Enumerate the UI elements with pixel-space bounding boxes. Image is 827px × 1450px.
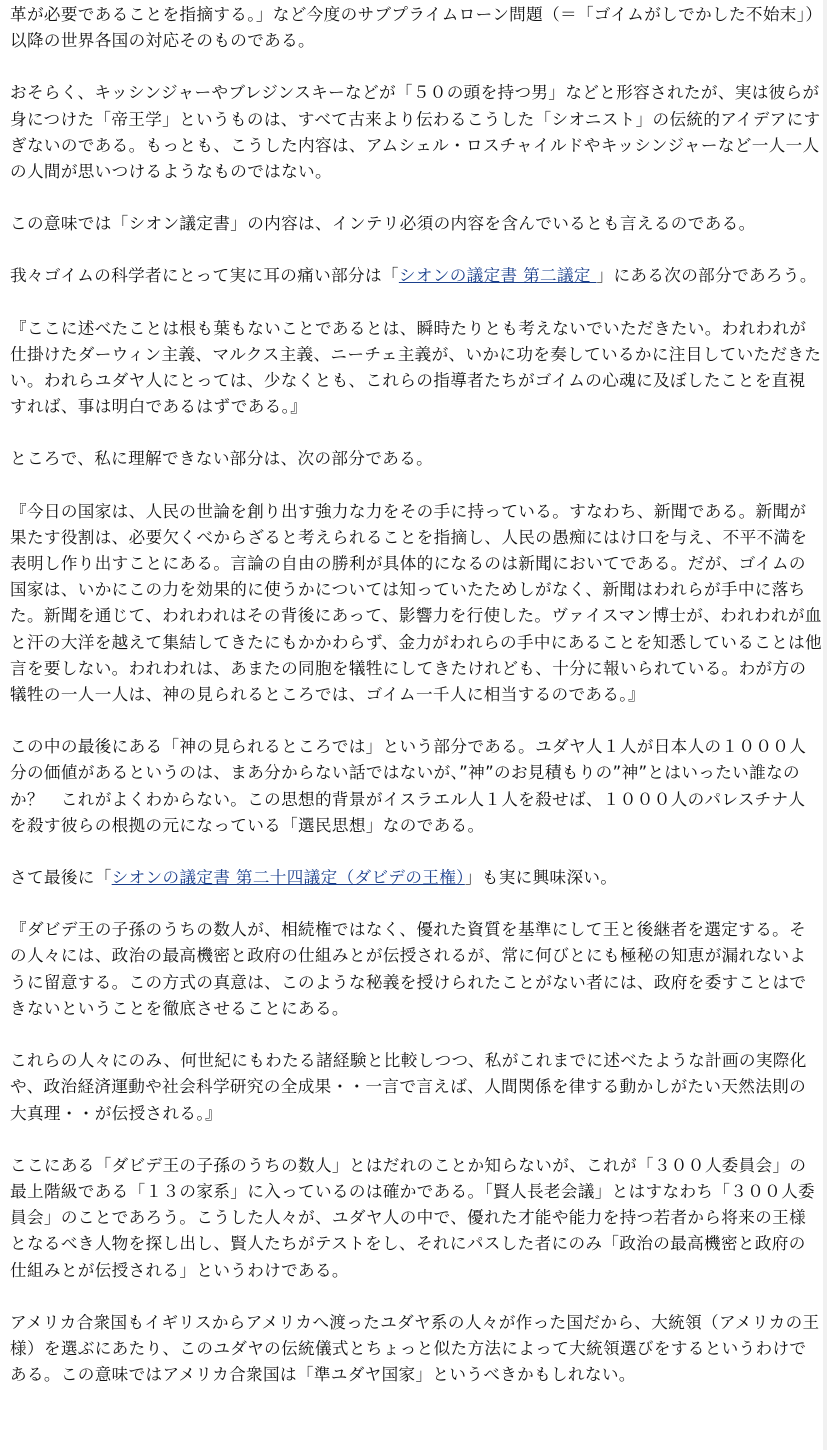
paragraph-text: さて最後に「 [10,868,112,888]
paragraph: この意味では「シオン議定書」の内容は、インテリ必須の内容を含んでいるとも言えるのである。 [10,214,756,234]
paragraph: この中の最後にある「神の見られるところでは」という部分である。ユダヤ人１人が日本人の１０００人分の価値があるというのは、まあ分からない話ではないが、”神”のお見積もりの”神”とはいったい誰なのか？ これがよくわからない。この思想的背景がイスラエル人１人を殺せば、１０００人のパレスチナ人を殺す彼らの根拠の元になっている「選民思想」なのである。 [10,737,807,835]
protocol-2-link[interactable]: シオンの議定書 第二議定 [398,266,597,286]
quote-paragraph: これらの人々にのみ、何世紀にもわたる諸経験と比較しつつ、私がこれまでに述べたような計画の実際化や、政治経済運動や社会科学研究の全成果・・一言で言えば、人間関係を律する動かしがたい天然法則の大真理・・が伝授される。』 [10,1051,807,1123]
quote-paragraph: 『今日の国家は、人民の世論を創り出す強力な力をその手に持っている。すなわち、新聞である。新聞が果たす役割は、必要欠くべからざると考えられることを指摘し、人民の愚痴にはけ口を与え、不平不満を表明し作り出すことにある。言論の自由の勝利が具体的になるのは新聞においてである。だが、ゴイムの国家は、いかにこの力を効果的に使うかについては知っていたためしがなく、新聞はわれらが手中に落ちた。新聞を通じて、われわれはその背後にあって、影響力を行使した。ヴァイスマン博士が、われわれが血と汗の大洋を越えて集結してきたにもかかわらず、金力がわれらの手中にあることを知悉していることは他言を要しない。われわれは、あまたの同胞を犠牲にしてきたけれども、十分に報いられている。わが方の犠牲の一人一人は、神の見られるところでは、ゴイム一千人に相当するのである。』 [10,501,822,705]
paragraph: ここにある「ダビデ王の子孫のうちの数人」とはだれのことか知らないが、これが「３００人委員会」の最上階級である「１３の家系」に入っているのは確かである。「賢人長老会議」とはすなわち「３００人委員会」のことであろう。こうした人々が、ユダヤ人の中で、優れた才能や能力を持つ若者から将来の王様となるべき人物を探し出し、賢人たちがテストをし、それにパスした者にのみ「政治の最高機密と政府の仕組みとが伝授される」というわけである。 [10,1155,815,1280]
protocol-24-link[interactable]: シオンの議定書 第二十四議定（ダビデの王権） [111,868,465,888]
quote-paragraph: 『ダビデ王の子孫のうちの数人が、相続権ではなく、優れた資質を基準にして王と後継者を選定する。その人々には、政治の最高機密と政府の仕組みとが伝授されるが、常に何びとにも極秘の知恵が漏れないように留意する。この方式の真意は、このような秘義を授けられたことがない者には、政府を委すことはできないということを徹底させることにある。 [10,920,807,1018]
quote-paragraph: 『ここに述べたことは根も葉もないことであるとは、瞬時たりとも考えないでいただきたい。われわれが仕掛けたダーウィン主義、マルクス主義、ニーチェ主義が、いかに功を奏しているかに注目していただきたい。われらユダヤ人にとっては、少なくとも、これらの指導者たちがゴイムの心魂に及ぼしたことを直視すれば、事は明白であるはずである。』 [10,318,822,417]
paragraph: 革が必要であることを指摘する。」など今度のサブプライムローン問題（＝「ゴイムがしでかした不始末」）以降の世界各国の対応そのものである。 [10,5,815,51]
paragraph-text: 」にある次の部分であろう。 [596,266,817,286]
paragraph: おそらく、キッシンジャーやブレジンスキーなどが「５０の頭を持つ男」などと形容されたが、実は彼らが身につけた「帝王学」というものは、すべて古来より伝わるこうした「シオニスト」の伝統的アイデアにすぎないのである。もっとも、こうした内容は、アムシェル・ロスチャイルドやキッシンジャーなど一人一人の人間が思いつけるようなものではない。 [10,83,821,182]
scrollbar-track[interactable] [823,0,827,1450]
paragraph [10,865,822,891]
paragraph-text: 我々ゴイムの科学者にとって実に耳の痛い部分は「 [10,266,399,286]
paragraph-text: 」も実に興味深い。 [464,868,618,888]
paragraph [10,263,822,289]
paragraph: ところで、私に理解できない部分は、次の部分である。 [10,449,434,469]
article-body [10,2,822,1414]
paragraph: アメリカ合衆国もイギリスからアメリカへ渡ったユダヤ系の人々が作った国だから、大統領（アメリカの王様）を選ぶにあたり、このユダヤの伝統儀式とちょっと似た方法によって大統領選びをするというわけである。この意味ではアメリカ合衆国は「準ユダヤ国家」というべきかもしれない。 [10,1312,820,1385]
